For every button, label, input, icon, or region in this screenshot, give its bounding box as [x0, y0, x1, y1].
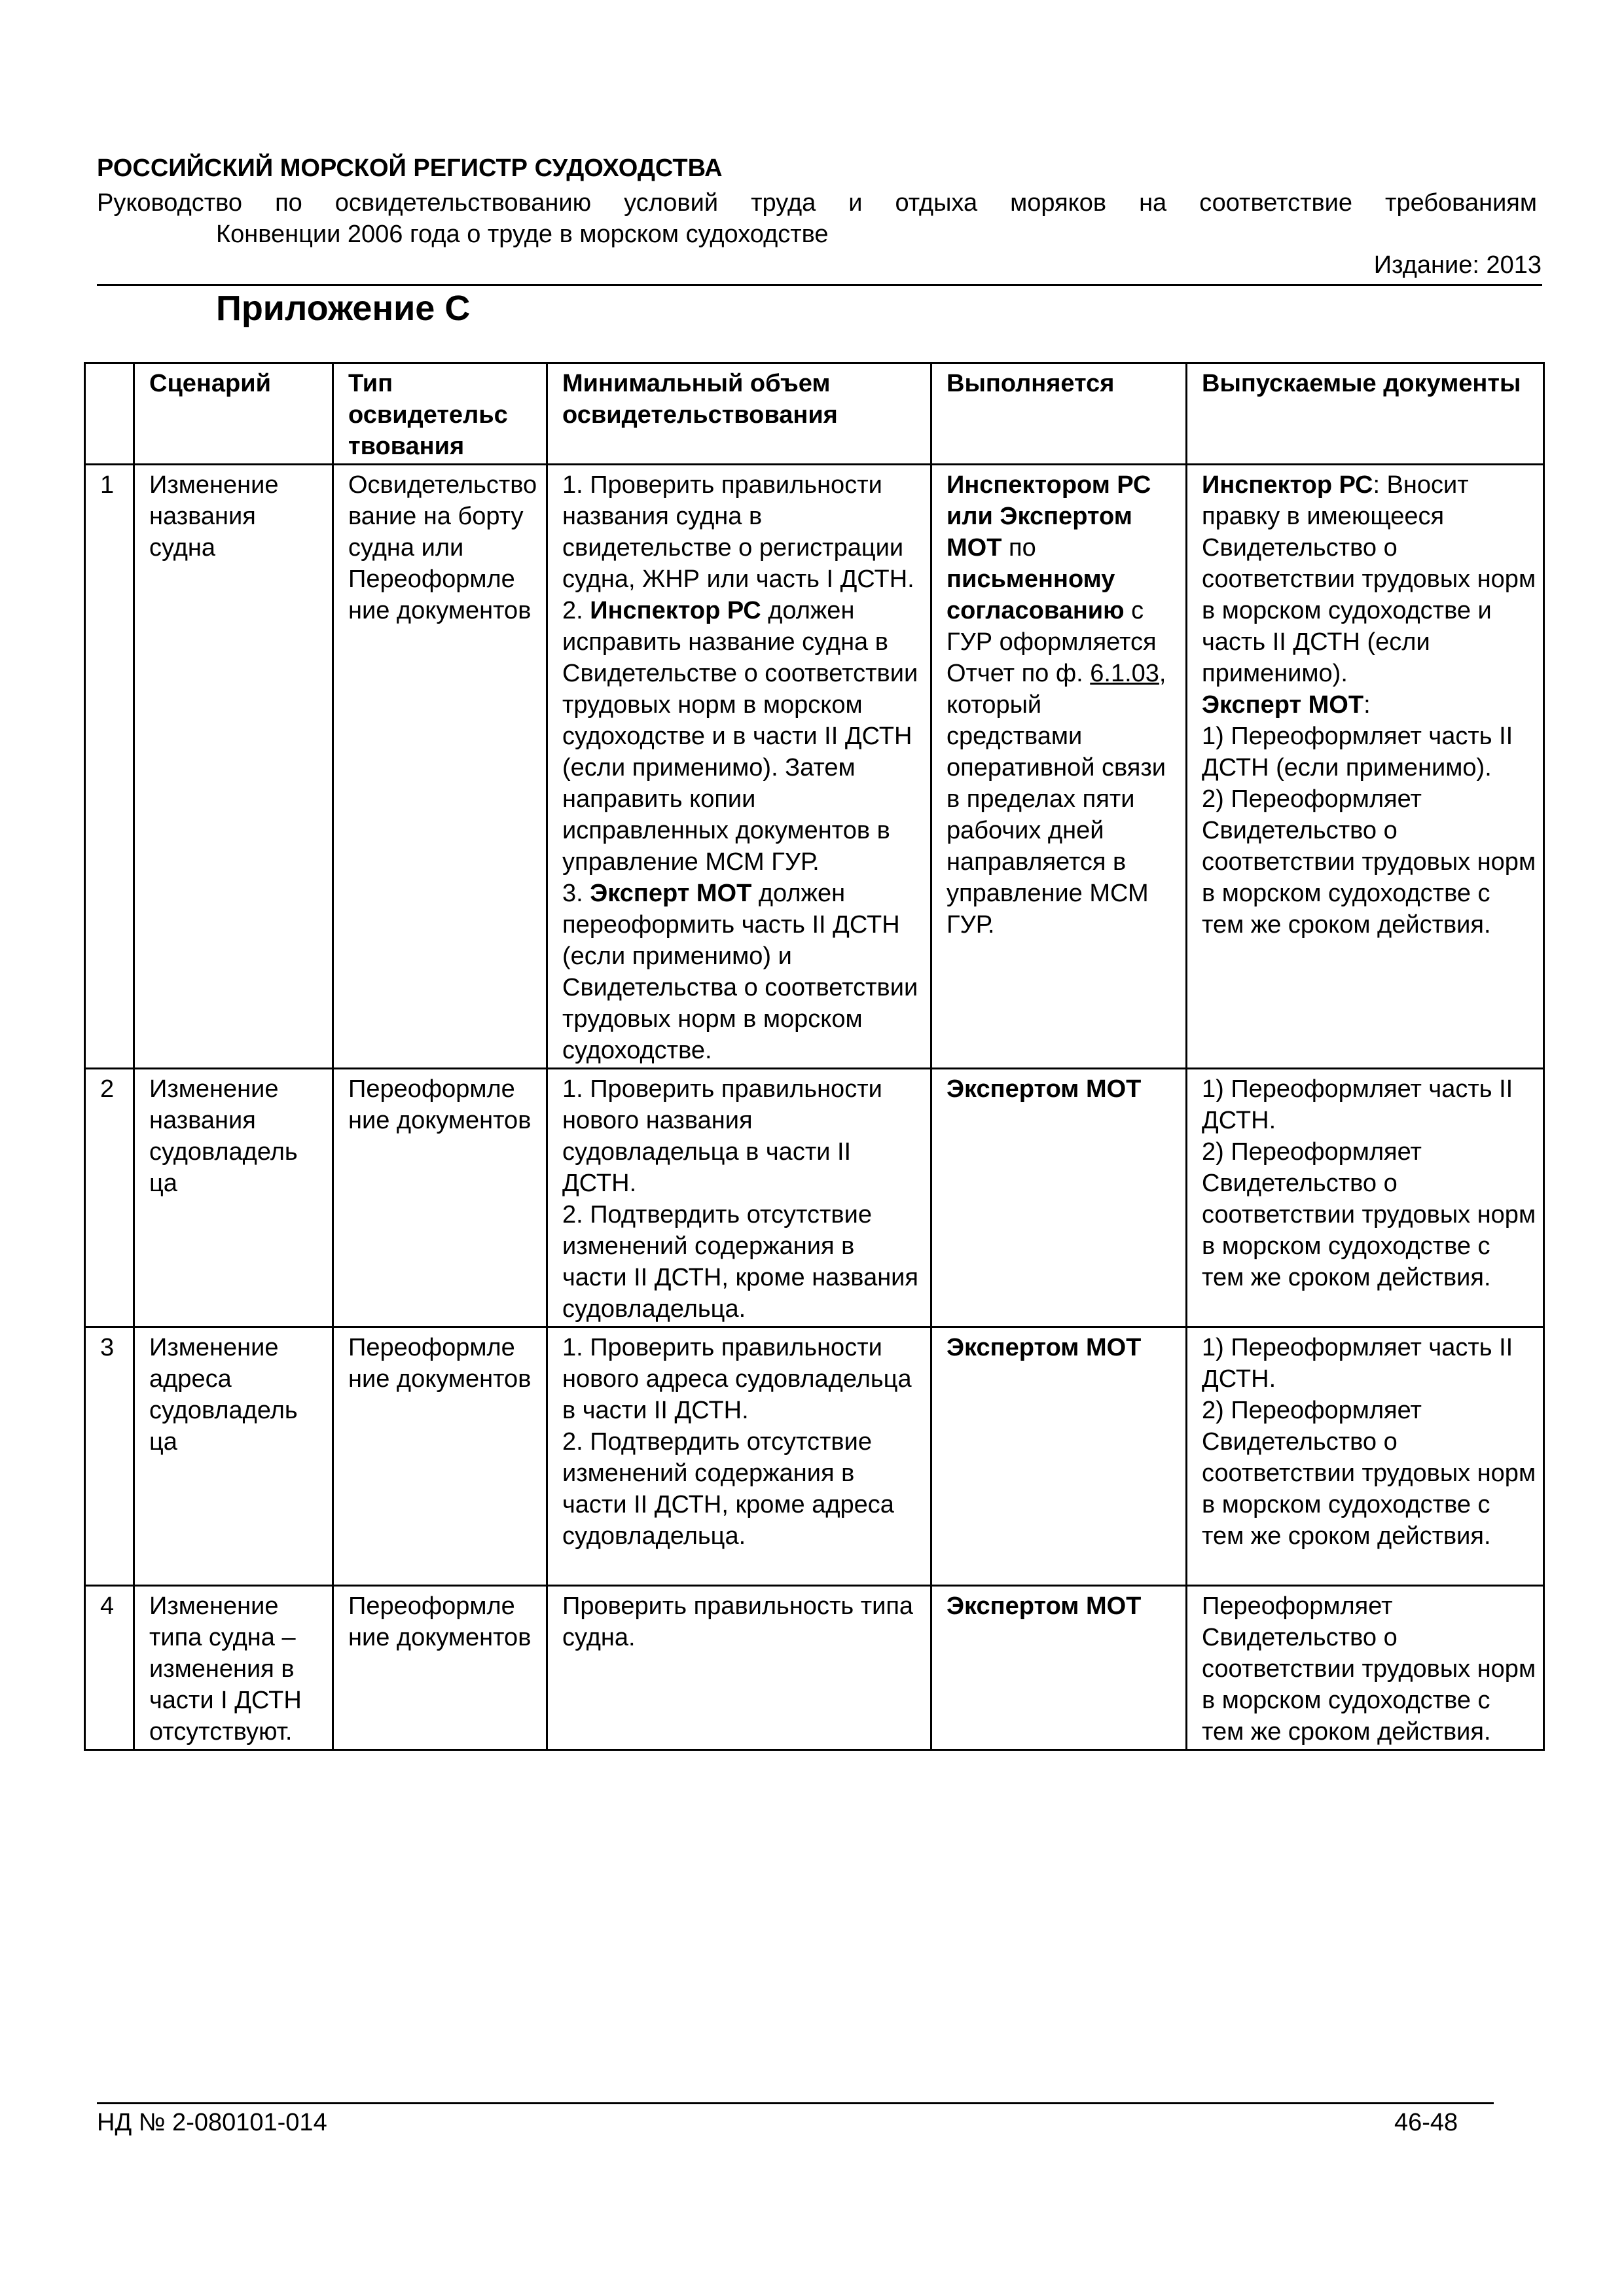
row-performed: Экспертом МОТ	[931, 1586, 1187, 1750]
form-reference-link[interactable]: 6.1.03	[1090, 660, 1159, 687]
row-type: Переоформле ние документов	[333, 1327, 547, 1586]
row-number: 2	[85, 1069, 134, 1327]
header-type: Тип освидетельс твования	[333, 363, 547, 465]
appendix-title: Приложение С	[216, 289, 471, 328]
row-number: 4	[85, 1586, 134, 1750]
footer-divider	[97, 2102, 1494, 2104]
header-documents: Выпускаемые документы	[1187, 363, 1544, 465]
row-documents: Инспектор РС: Вносит правку в имеющееся Свидетельство о соответствии трудовых норм в морском судоходстве и часть II ДСТН (если применимо). Эксперт МОТ: 1) Переоформляет часть II ДСТН (если применимо). 2) Переоформляет Свидетельство о соответствии трудовых норм в морском судоходстве с тем же сроком действия.	[1187, 465, 1544, 1069]
scope-step: 1. Проверить правильности названия судна в свидетельстве о регистрации судна, ЖНР или часть I ДСТН.	[562, 471, 914, 593]
row-type: Переоформле ние документов	[333, 1586, 547, 1750]
table-row	[85, 465, 1544, 1069]
header-scope: Минимальный объем освидетельствования	[547, 363, 931, 465]
header-scenario: Сценарий	[134, 363, 333, 465]
row-scenario: Изменение названия судна	[134, 465, 333, 1069]
table-row	[85, 1327, 1544, 1586]
document-number: НД № 2-080101-014	[97, 2109, 327, 2136]
document-subtitle: Руководство по освидетельствованию условий труда и отдыха моряков на соответствие требованиям	[97, 189, 1537, 217]
row-scenario: Изменение названия судовладель ца	[134, 1069, 333, 1327]
row-performed: Экспертом МОТ	[931, 1069, 1187, 1327]
scenarios-table	[84, 362, 1545, 1751]
row-performed: Экспертом МОТ	[931, 1327, 1187, 1586]
row-number: 1	[85, 465, 134, 1069]
row-scope	[547, 465, 931, 1069]
document-subtitle-continued: Конвенции 2006 года о труде в морском судоходстве	[216, 221, 829, 248]
row-performed: Инспектором РС или Экспертом МОТ по письменному согласованию с ГУР оформляется Отчет по ф. 6.1.03, который средствами оперативной связи в пределах пяти рабочих дней направляется в управление МСМ ГУР.	[931, 465, 1187, 1069]
page-number: 46-48	[1394, 2109, 1458, 2136]
row-documents: 1) Переоформляет часть II ДСТН. 2) Переоформляет Свидетельство о соответствии трудовых норм в морском судоходстве с тем же сроком действия.	[1187, 1069, 1544, 1327]
table-header-row	[85, 363, 1544, 465]
row-scenario: Изменение типа судна – изменения в части I ДСТН отсутствуют.	[134, 1586, 333, 1750]
row-scenario: Изменение адреса судовладель ца	[134, 1327, 333, 1586]
row-scope: 1. Проверить правильности нового адреса судовладельца в части II ДСТН. 2. Подтвердить отсутствие изменений содержания в части II ДСТН, кроме адреса судовладельца.	[547, 1327, 931, 1586]
scope-step: 2. Инспектор РС должен исправить название судна в Свидетельстве о соответствии трудовых норм в морском судоходстве и в части II ДСТН (если применимо). Затем направить копии исправленных документов в управление МСМ ГУР.	[562, 597, 918, 876]
row-documents: Переоформляет Свидетельство о соответствии трудовых норм в морском судоходстве с тем же сроком действия.	[1187, 1586, 1544, 1750]
table-row	[85, 1586, 1544, 1750]
header-num	[85, 363, 134, 465]
row-type: Переоформле ние документов	[333, 1069, 547, 1327]
edition-label: Издание: 2013	[1373, 251, 1542, 279]
organization-title: РОССИЙСКИЙ МОРСКОЙ РЕГИСТР СУДОХОДСТВА	[97, 154, 723, 182]
row-type: Освидетельство вание на борту судна или Переоформле ние документов	[333, 465, 547, 1069]
header-performed: Выполняется	[931, 363, 1187, 465]
row-scope: Проверить правильность типа судна.	[547, 1586, 931, 1750]
table-row	[85, 1069, 1544, 1327]
header-divider	[97, 284, 1542, 286]
scope-step: 3. Эксперт МОТ должен переоформить часть II ДСТН (если применимо) и Свидетельства о соответствии трудовых норм в морском судоходстве.	[562, 880, 918, 1064]
row-documents: 1) Переоформляет часть II ДСТН. 2) Переоформляет Свидетельство о соответствии трудовых норм в морском судоходстве с тем же сроком действия.	[1187, 1327, 1544, 1586]
row-scope: 1. Проверить правильности нового названия судовладельца в части II ДСТН. 2. Подтвердить отсутствие изменений содержания в части II ДСТН, кроме названия судовладельца.	[547, 1069, 931, 1327]
row-number: 3	[85, 1327, 134, 1586]
